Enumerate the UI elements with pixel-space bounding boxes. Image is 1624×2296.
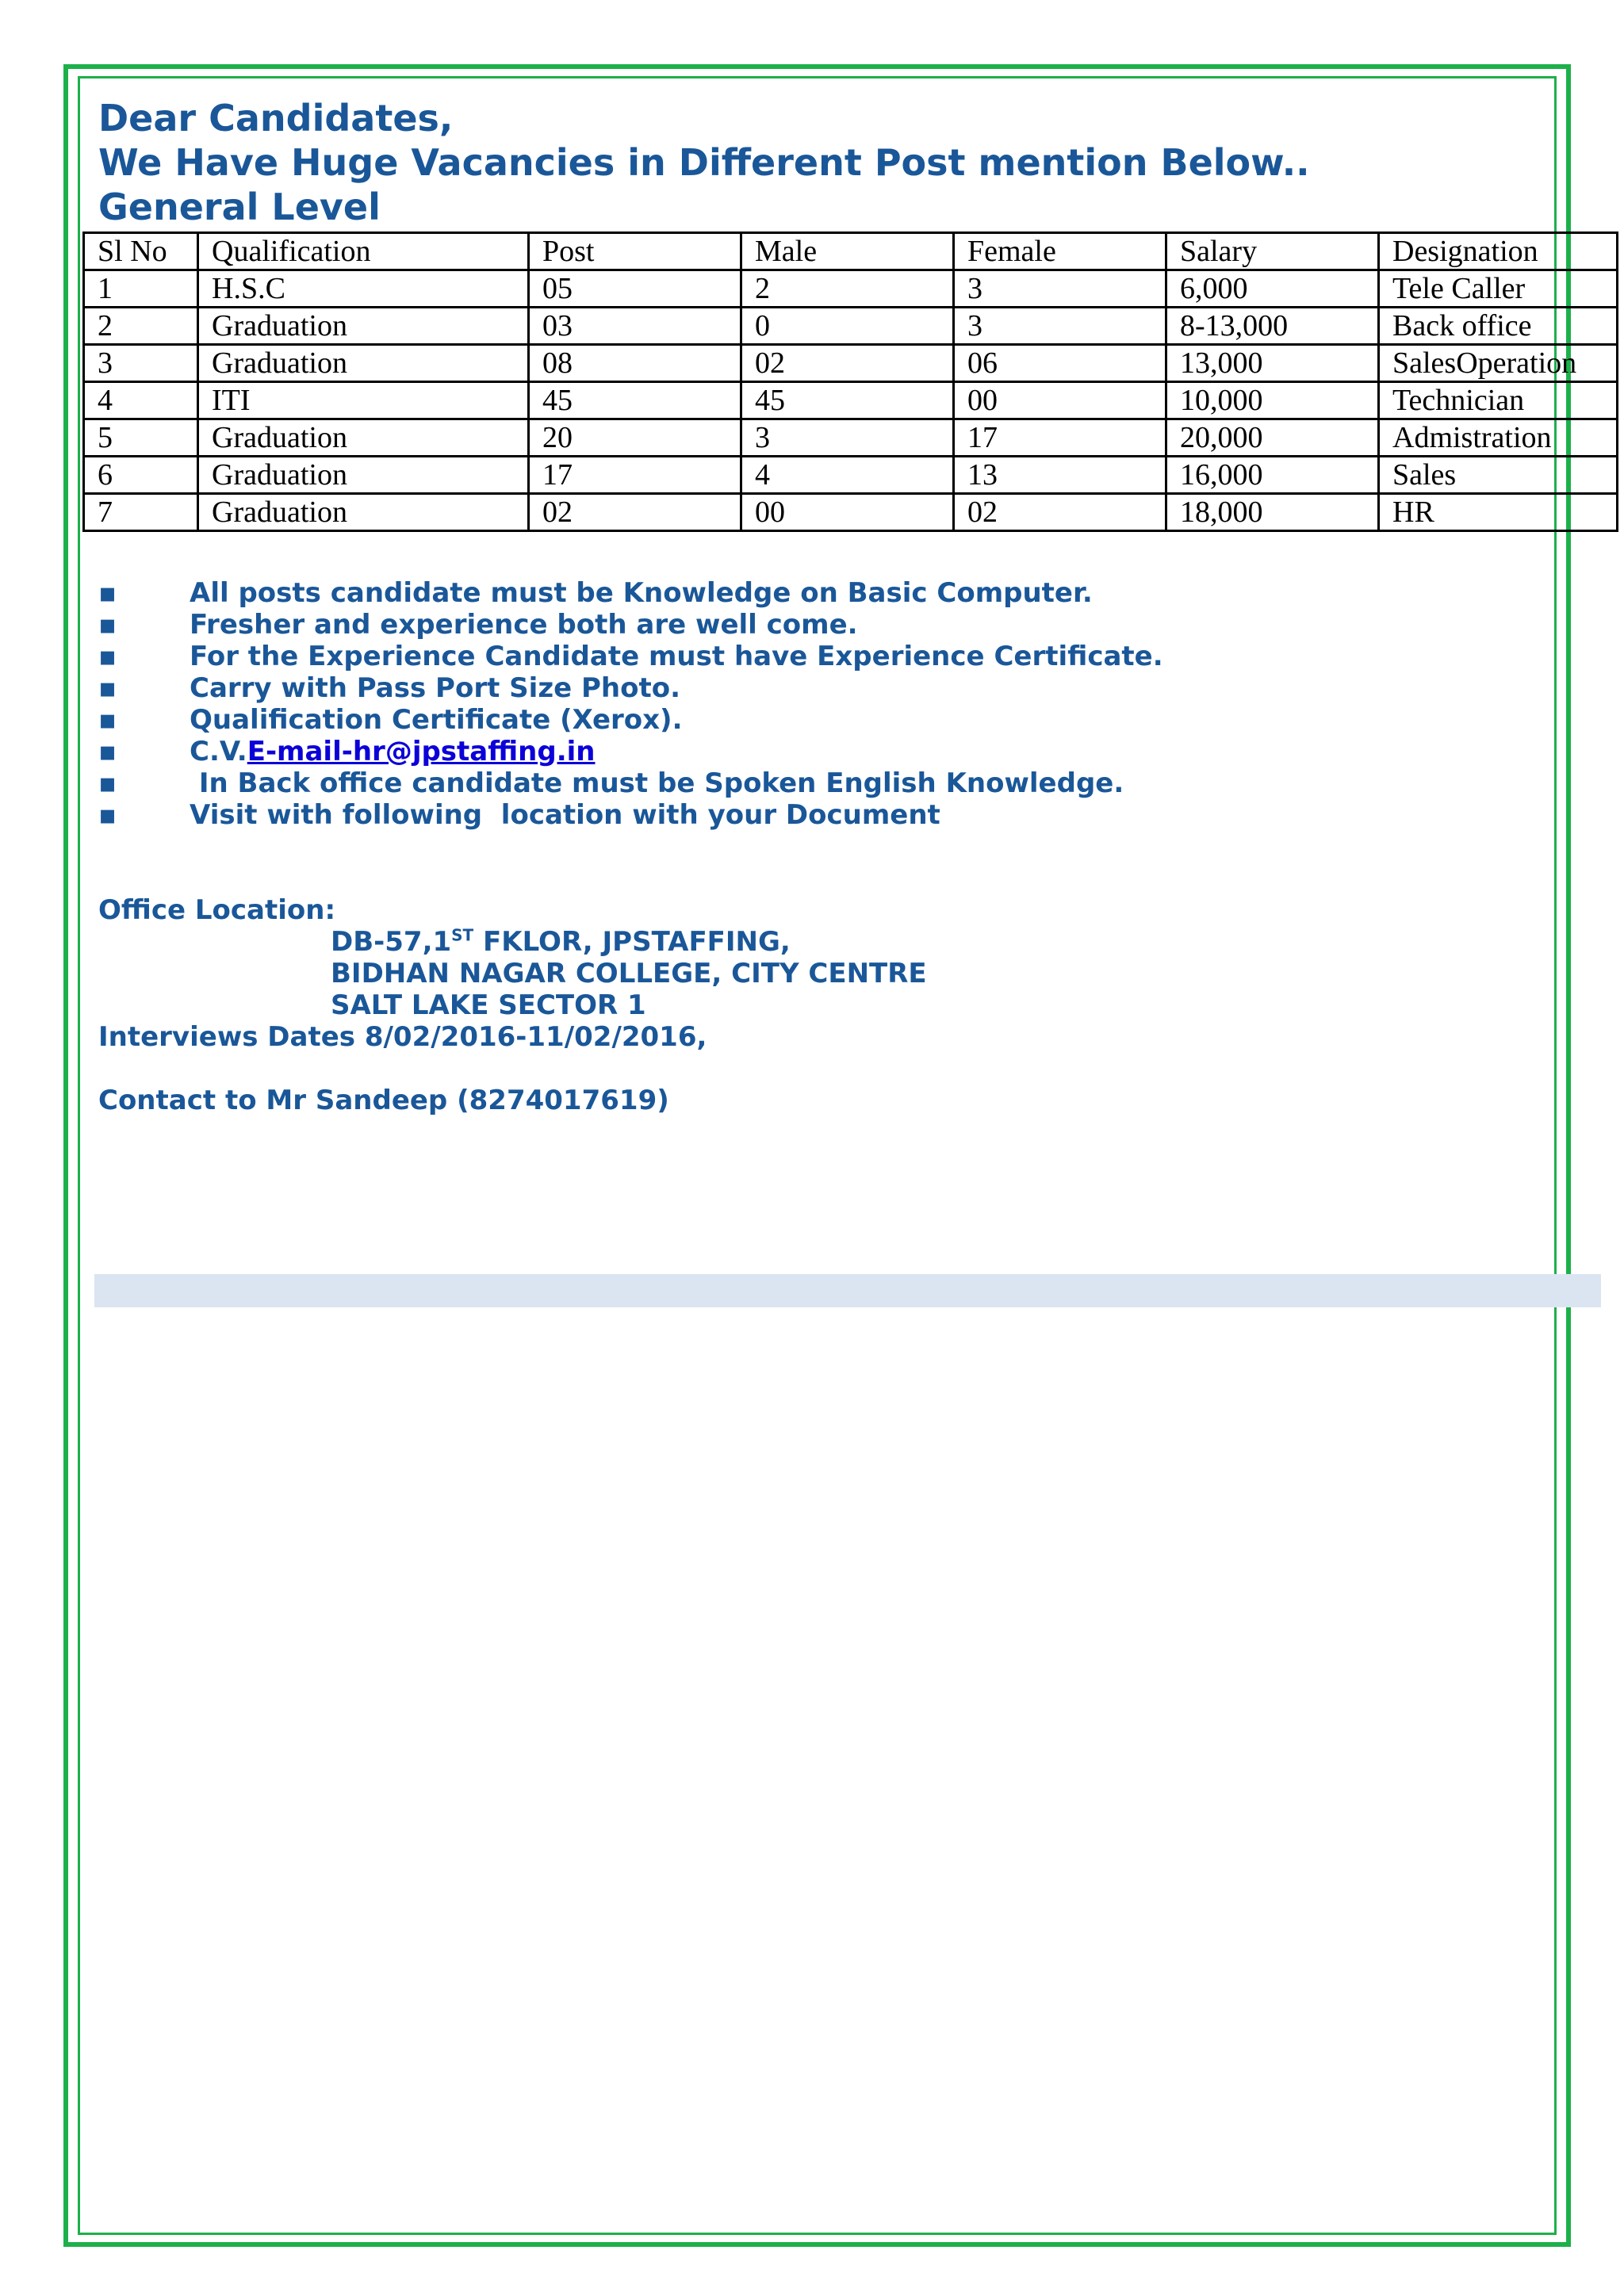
table-cell: 8-13,000 <box>1166 308 1379 345</box>
requirements-list <box>98 577 1163 831</box>
list-item <box>98 736 1163 767</box>
list-item <box>98 641 1163 672</box>
table-cell: 3 <box>741 419 954 457</box>
table-cell: 00 <box>741 494 954 531</box>
table-cell: 13,000 <box>1166 345 1379 382</box>
address-line-3: SALT LAKE SECTOR 1 <box>331 989 646 1021</box>
table-cell: 1 <box>84 270 198 308</box>
bullet-icon: ▪ <box>98 736 117 767</box>
list-item <box>98 799 1163 831</box>
ordinal-suffix: ST <box>451 925 474 945</box>
table-cell: 17 <box>954 419 1166 457</box>
table-cell: ITI <box>198 382 529 419</box>
bullet-icon: ▪ <box>98 609 117 641</box>
table-cell: H.S.C <box>198 270 529 308</box>
requirement-text: Qualification Certificate (Xerox). <box>190 704 683 736</box>
bullet-icon: ▪ <box>98 672 117 704</box>
table-row <box>84 419 1618 457</box>
table-cell: Admistration <box>1379 419 1618 457</box>
table-cell: 03 <box>529 308 741 345</box>
level-heading: General Level <box>98 186 381 228</box>
bullet-icon: ▪ <box>98 577 117 609</box>
table-cell: 6 <box>84 457 198 494</box>
header-male: Male <box>741 233 954 270</box>
table-cell: Sales <box>1379 457 1618 494</box>
bullet-icon: ▪ <box>98 641 117 672</box>
list-item <box>98 704 1163 736</box>
table-cell: 2 <box>741 270 954 308</box>
greeting-heading: Dear Candidates, <box>98 97 454 140</box>
bullet-icon: ▪ <box>98 799 117 831</box>
table-cell: 4 <box>741 457 954 494</box>
header-female: Female <box>954 233 1166 270</box>
table-cell: 45 <box>529 382 741 419</box>
table-cell: 05 <box>529 270 741 308</box>
header-sl-no: Sl No <box>84 233 198 270</box>
table-row <box>84 270 1618 308</box>
table-cell: 02 <box>954 494 1166 531</box>
table-cell: Graduation <box>198 345 529 382</box>
table-cell: 6,000 <box>1166 270 1379 308</box>
address-line-1-prefix: DB-57,1 <box>331 926 452 958</box>
table-row <box>84 382 1618 419</box>
table-cell: 3 <box>84 345 198 382</box>
table-cell: 00 <box>954 382 1166 419</box>
list-item <box>98 609 1163 641</box>
table-cell: 0 <box>741 308 954 345</box>
table-cell: 20 <box>529 419 741 457</box>
contact-info: Contact to Mr Sandeep (8274017619) <box>98 1085 669 1116</box>
header-post: Post <box>529 233 741 270</box>
requirement-text: In Back office candidate must be Spoken English Knowledge. <box>190 767 1124 799</box>
table-cell: 17 <box>529 457 741 494</box>
table-cell: 3 <box>954 270 1166 308</box>
table-cell: 08 <box>529 345 741 382</box>
table-cell: 20,000 <box>1166 419 1379 457</box>
table-row <box>84 494 1618 531</box>
cv-prefix: C.V. <box>190 736 247 767</box>
table-cell: Graduation <box>198 419 529 457</box>
table-row <box>84 457 1618 494</box>
office-location-label: Office Location: <box>98 894 336 926</box>
table-header-row <box>84 233 1618 270</box>
table-cell: 7 <box>84 494 198 531</box>
table-row <box>84 345 1618 382</box>
table-cell: Back office <box>1379 308 1618 345</box>
bullet-icon: ▪ <box>98 704 117 736</box>
address-line-1 <box>331 926 791 958</box>
table-cell: 18,000 <box>1166 494 1379 531</box>
requirement-text: For the Experience Candidate must have Experience Certificate. <box>190 641 1163 672</box>
list-item <box>98 577 1163 609</box>
table-cell: Graduation <box>198 457 529 494</box>
table-cell: 10,000 <box>1166 382 1379 419</box>
table-cell: 4 <box>84 382 198 419</box>
interview-dates: Interviews Dates 8/02/2016-11/02/2016, <box>98 1021 707 1053</box>
requirement-text: Fresher and experience both are well come. <box>190 609 858 641</box>
table-cell: 13 <box>954 457 1166 494</box>
list-item <box>98 767 1163 799</box>
header-designation: Designation <box>1379 233 1618 270</box>
table-cell: SalesOperation <box>1379 345 1618 382</box>
table-cell: 5 <box>84 419 198 457</box>
header-salary: Salary <box>1166 233 1379 270</box>
address-line-2: BIDHAN NAGAR COLLEGE, CITY CENTRE <box>331 958 927 989</box>
table-cell: 3 <box>954 308 1166 345</box>
table-cell: 2 <box>84 308 198 345</box>
requirement-text: Visit with following location with your Document <box>190 799 940 831</box>
requirement-text: All posts candidate must be Knowledge on Basic Computer. <box>190 577 1093 609</box>
table-cell: 02 <box>529 494 741 531</box>
vacancy-table <box>82 232 1618 532</box>
table-cell: HR <box>1379 494 1618 531</box>
table-cell: Graduation <box>198 308 529 345</box>
shaded-divider-bar <box>94 1274 1601 1307</box>
address-line-1-suffix: FKLOR, JPSTAFFING, <box>473 926 791 958</box>
email-link[interactable]: E-mail-hr@jpstaffing.in <box>247 736 596 767</box>
table-cell: 45 <box>741 382 954 419</box>
vacancy-heading: We Have Huge Vacancies in Different Post mention Below.. <box>98 141 1310 184</box>
table-cell: 02 <box>741 345 954 382</box>
table-cell: Graduation <box>198 494 529 531</box>
table-row <box>84 308 1618 345</box>
table-cell: Tele Caller <box>1379 270 1618 308</box>
bullet-icon: ▪ <box>98 767 117 799</box>
header-qualification: Qualification <box>198 233 529 270</box>
list-item <box>98 672 1163 704</box>
requirement-text: Carry with Pass Port Size Photo. <box>190 672 681 704</box>
table-cell: Technician <box>1379 382 1618 419</box>
table-cell: 16,000 <box>1166 457 1379 494</box>
table-cell: 06 <box>954 345 1166 382</box>
